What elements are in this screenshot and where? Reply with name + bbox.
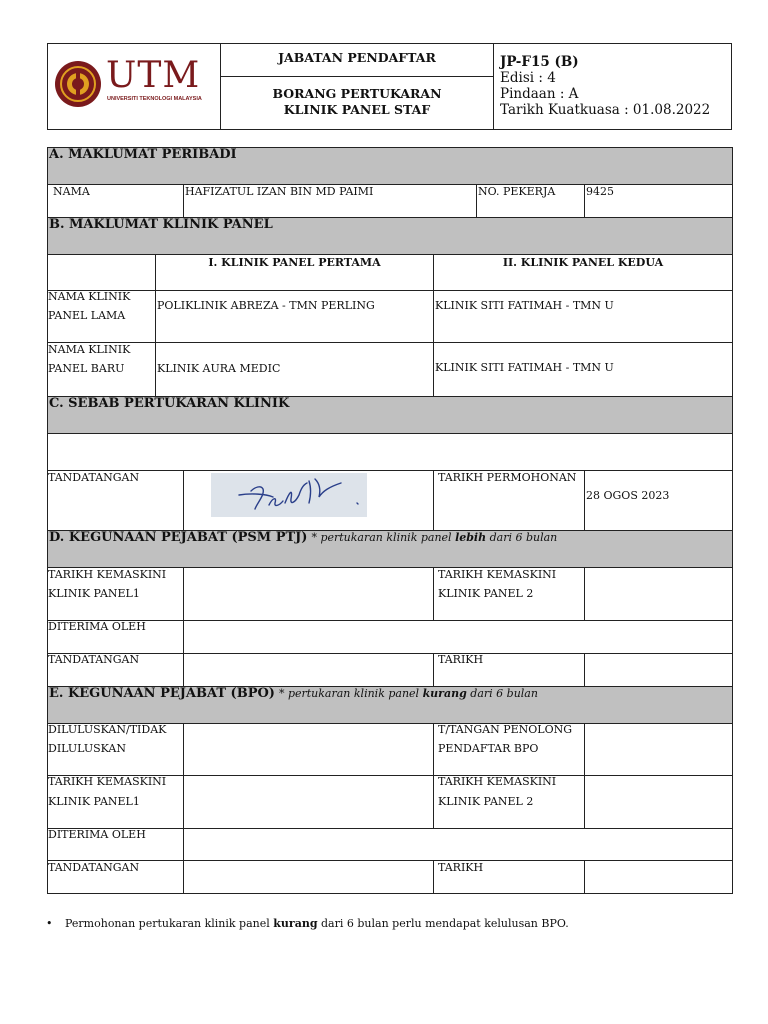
section-a-title: A. MAKLUMAT PERIBADI	[49, 147, 237, 162]
section-c-title: C. SEBAB PERTUKARAN KLINIK	[49, 396, 290, 411]
new-clinic-label-l2: PANEL BARU	[48, 362, 125, 375]
d-update1-label-l2: KLINIK PANEL1	[48, 587, 140, 600]
e-update1-field[interactable]	[184, 776, 433, 828]
e-received-by-field[interactable]	[184, 829, 732, 860]
form-title-line2: KLINIK PANEL STAF	[283, 102, 431, 117]
e-update2-label-l1: TARIKH KEMASKINI	[438, 775, 557, 788]
footer-note-bold: kurang	[273, 917, 318, 930]
section-e-title	[49, 686, 538, 701]
bullet-icon: •	[46, 917, 53, 930]
e-assistant-sig-label-l1: T/TANGAN PENOLONG	[438, 723, 573, 736]
e-approved-field[interactable]	[184, 724, 433, 775]
staff-no-label: NO. PEKERJA	[478, 185, 556, 198]
new-clinic-second[interactable]: KLINIK SITI FATIMAH - TMN U	[435, 361, 614, 374]
d-signature-field[interactable]	[184, 654, 433, 686]
d-received-by-label: DITERIMA OLEH	[48, 620, 146, 633]
logo-subtext: UNIVERSITI TEKNOLOGI MALAYSIA	[107, 96, 202, 102]
application-date-value[interactable]: 28 OGOS 2023	[586, 489, 670, 502]
section-e-heading: E. KEGUNAAN PEJABAT (BPO)	[49, 686, 275, 701]
section-d-note-pre: * pertukaran klinik panel	[311, 531, 456, 544]
section-e-note-post: dari 6 bulan	[466, 687, 538, 700]
signature-scribble-icon	[211, 473, 367, 517]
section-d-heading: D. KEGUNAAN PEJABAT (PSM PTJ)	[49, 530, 308, 545]
e-update1-label-l1: TARIKH KEMASKINI	[48, 775, 167, 788]
applicant-signature-label: TANDATANGAN	[48, 471, 140, 484]
application-date-label: TARIKH PERMOHONAN	[438, 471, 577, 484]
clinic-first-header: I. KLINIK PANEL PERTAMA	[208, 256, 381, 269]
section-d-title	[49, 530, 557, 545]
d-update2-label-l1: TARIKH KEMASKINI	[438, 568, 557, 581]
amendment: Pindaan : A	[500, 86, 579, 102]
section-e-note	[279, 687, 538, 700]
e-update2-field[interactable]	[585, 776, 732, 828]
section-b-title: B. MAKLUMAT KLINIK PANEL	[49, 217, 273, 232]
e-approved-label-l2: DILULUSKAN	[48, 742, 126, 755]
footer-note-pre: Permohonan pertukaran klinik panel	[65, 917, 274, 930]
d-received-by-field[interactable]	[184, 621, 732, 653]
d-update1-field[interactable]	[184, 568, 433, 620]
section-d-note-post: dari 6 bulan	[486, 531, 558, 544]
section-e-note-pre: * pertukaran klinik panel	[278, 687, 423, 700]
logo-text: UTM	[106, 55, 201, 96]
e-signature-field[interactable]	[184, 861, 433, 893]
name-label: NAMA	[53, 185, 90, 198]
old-clinic-second[interactable]: KLINIK SITI FATIMAH - TMN U	[435, 299, 614, 312]
effective-date: Tarikh Kuatkuasa : 01.08.2022	[500, 102, 711, 118]
e-assistant-sig-field[interactable]	[585, 724, 732, 775]
form-title-line1: BORANG PERTUKARAN	[272, 86, 442, 101]
department-title: JABATAN PENDAFTAR	[278, 50, 436, 65]
e-signature-label: TANDATANGAN	[48, 861, 140, 874]
footer-note-post: dari 6 bulan perlu mendapat kelulusan BPO.	[317, 917, 569, 930]
old-clinic-first[interactable]: POLIKLINIK ABREZA - TMN PERLING	[157, 299, 375, 312]
e-date-label: TARIKH	[438, 861, 484, 874]
section-e-note-bold: kurang	[422, 687, 467, 700]
reason-field[interactable]	[50, 440, 730, 460]
e-approved-label-l1: DILULUSKAN/TIDAK	[48, 723, 167, 736]
clinic-second-header: II. KLINIK PANEL KEDUA	[502, 256, 664, 269]
old-clinic-label-l2: PANEL LAMA	[48, 309, 126, 322]
d-update1-label-l1: TARIKH KEMASKINI	[48, 568, 167, 581]
old-clinic-label-l1: NAMA KLINIK	[48, 290, 131, 303]
d-update2-label-l2: KLINIK PANEL 2	[438, 587, 534, 600]
e-update1-label-l2: KLINIK PANEL1	[48, 795, 140, 808]
d-signature-label: TANDATANGAN	[48, 653, 140, 666]
section-d-note	[311, 531, 557, 544]
new-clinic-label-l1: NAMA KLINIK	[48, 343, 131, 356]
e-assistant-sig-label-l2: PENDAFTAR BPO	[438, 742, 539, 755]
footer-note	[46, 914, 569, 934]
edition: Edisi : 4	[500, 70, 556, 86]
e-update2-label-l2: KLINIK PANEL 2	[438, 795, 534, 808]
d-date-field[interactable]	[585, 654, 732, 686]
e-date-field[interactable]	[585, 861, 732, 893]
section-d-note-bold: lebih	[455, 531, 487, 544]
name-value[interactable]: HAFIZATUL IZAN BIN MD PAIMI	[185, 185, 374, 198]
applicant-signature	[211, 473, 367, 517]
staff-no-value[interactable]: 9425	[586, 185, 614, 198]
e-received-by-label: DITERIMA OLEH	[48, 828, 146, 841]
doc-code: JP-F15 (B)	[500, 54, 579, 70]
d-date-label: TARIKH	[438, 653, 484, 666]
new-clinic-first[interactable]: KLINIK AURA MEDIC	[157, 362, 281, 375]
d-update2-field[interactable]	[585, 568, 732, 620]
